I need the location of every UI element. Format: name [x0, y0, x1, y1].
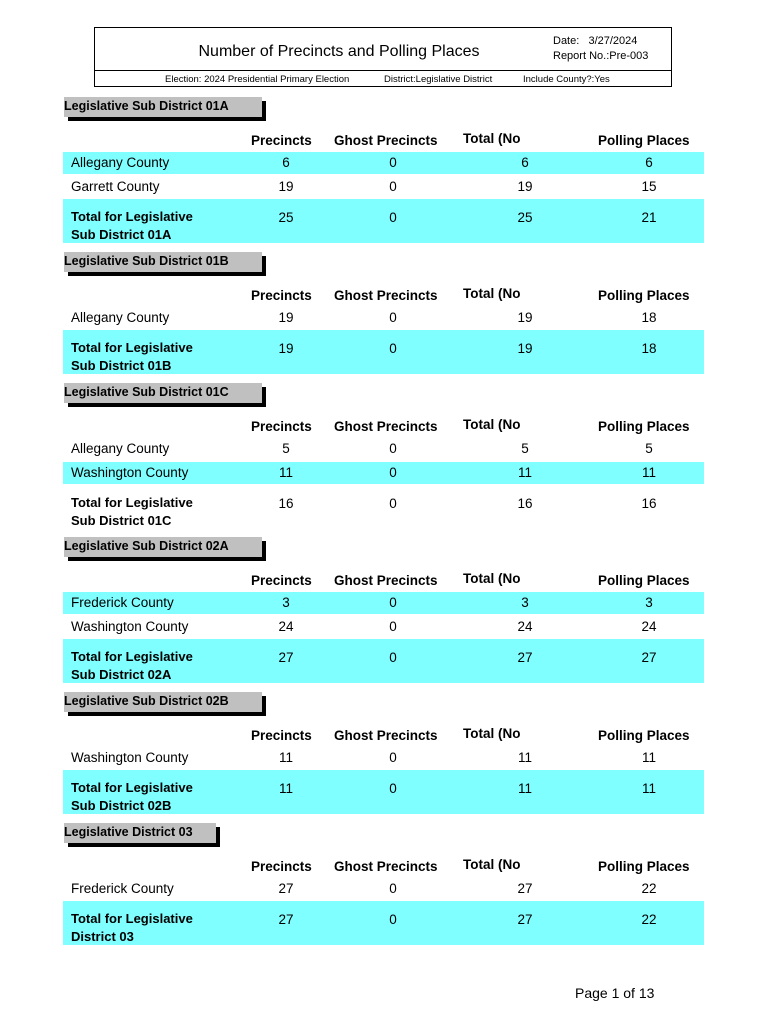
- col-header-ghost-precincts: Ghost Precincts: [334, 288, 438, 303]
- district-section: [0, 383, 768, 533]
- district-section: [0, 823, 768, 973]
- total-total-value: 16: [517, 496, 533, 511]
- total-value: 19: [517, 310, 533, 325]
- date-value: 3/27/2024: [588, 35, 638, 47]
- precincts-value: 5: [282, 441, 290, 456]
- col-header-precincts: Precincts: [251, 419, 312, 434]
- polling-places-value: 18: [641, 310, 657, 325]
- total-row: [63, 770, 704, 814]
- col-header-precincts: Precincts: [251, 573, 312, 588]
- report-date: [553, 35, 637, 47]
- county-name: Washington County: [71, 750, 189, 765]
- ghost-precincts-value: 0: [389, 881, 397, 896]
- total-precincts-value: 27: [278, 912, 294, 927]
- district-section: [0, 692, 768, 842]
- precincts-value: 24: [278, 619, 294, 634]
- polling-places-value: 6: [645, 155, 653, 170]
- total-ghost-precincts-value: 0: [389, 496, 397, 511]
- table-row: [63, 462, 704, 484]
- total-row: [63, 639, 704, 683]
- total-total-value: 25: [517, 210, 533, 225]
- table-row: [63, 592, 704, 614]
- county-name: Frederick County: [71, 881, 174, 896]
- total-label-line2: Sub District 01C: [71, 513, 172, 528]
- district-section: [0, 537, 768, 687]
- col-header-precincts: Precincts: [251, 133, 312, 148]
- report-number: [553, 50, 648, 62]
- total-label-line1: Total for Legislative: [71, 911, 193, 926]
- district-title: Legislative Sub District 01A: [64, 97, 262, 117]
- ghost-precincts-value: 0: [389, 619, 397, 634]
- total-polling-places-value: 16: [641, 496, 657, 511]
- page-number: Page 1 of 13: [575, 985, 655, 1001]
- total-row: [63, 330, 704, 374]
- report-no-value: Pre-003: [609, 50, 649, 62]
- table-row: [63, 152, 704, 174]
- total-value: 3: [521, 595, 529, 610]
- total-value: 19: [517, 179, 533, 194]
- col-header-polling-places: Polling Places: [598, 728, 690, 743]
- county-name: Washington County: [71, 465, 189, 480]
- total-total-value: 19: [517, 341, 533, 356]
- total-label-line1: Total for Legislative: [71, 209, 193, 224]
- total-polling-places-value: 22: [641, 912, 657, 927]
- total-value: 27: [517, 881, 533, 896]
- total-label-line2: District 03: [71, 929, 134, 944]
- col-header-precincts: Precincts: [251, 859, 312, 874]
- col-header-polling-places: Polling Places: [598, 419, 690, 434]
- col-header-polling-places: Polling Places: [598, 133, 690, 148]
- precincts-value: 11: [278, 750, 293, 765]
- total-value: 24: [517, 619, 533, 634]
- county-name: Allegany County: [71, 155, 170, 170]
- table-row: [63, 307, 704, 329]
- total-ghost-precincts-value: 0: [389, 912, 397, 927]
- total-row: [63, 901, 704, 945]
- total-label: [71, 339, 193, 375]
- total-precincts-value: 11: [278, 781, 293, 796]
- total-precincts-value: 19: [278, 341, 294, 356]
- total-row: [63, 485, 704, 529]
- ghost-precincts-value: 0: [389, 465, 397, 480]
- district-section: [0, 252, 768, 402]
- total-label: [71, 910, 193, 946]
- col-header-total-no: Total (No: [463, 726, 521, 741]
- polling-places-value: 22: [641, 881, 657, 896]
- total-precincts-value: 27: [278, 650, 294, 665]
- precincts-value: 11: [278, 465, 293, 480]
- polling-places-value: 11: [641, 465, 656, 480]
- report-no-label: Report No.:: [553, 50, 610, 62]
- district-filter: District:Legislative District: [384, 74, 493, 85]
- district-title: Legislative District 03: [64, 823, 216, 843]
- header-top: [95, 28, 671, 71]
- ghost-precincts-value: 0: [389, 155, 397, 170]
- total-total-value: 27: [517, 912, 533, 927]
- election-filter: Election: 2024 Presidential Primary Election: [165, 74, 350, 85]
- col-header-polling-places: Polling Places: [598, 288, 690, 303]
- total-label: [71, 648, 193, 684]
- total-precincts-value: 16: [278, 496, 294, 511]
- col-header-total-no: Total (No: [463, 286, 521, 301]
- table-row: [63, 438, 704, 460]
- total-label-line2: Sub District 02A: [71, 667, 172, 682]
- ghost-precincts-value: 0: [389, 310, 397, 325]
- district-title: Legislative Sub District 01C: [64, 383, 262, 403]
- table-row: [63, 616, 704, 638]
- precincts-value: 19: [278, 179, 294, 194]
- total-polling-places-value: 18: [641, 341, 657, 356]
- report-header: [94, 27, 672, 87]
- total-total-value: 11: [517, 781, 532, 796]
- table-row: [63, 176, 704, 198]
- county-name: Frederick County: [71, 595, 174, 610]
- header-filters: [95, 71, 671, 87]
- total-value: 11: [517, 750, 532, 765]
- county-name: Washington County: [71, 619, 189, 634]
- district-title: Legislative Sub District 01B: [64, 252, 262, 272]
- col-header-precincts: Precincts: [251, 728, 312, 743]
- col-header-total-no: Total (No: [463, 417, 521, 432]
- district-title: Legislative Sub District 02B: [64, 692, 262, 712]
- total-polling-places-value: 27: [641, 650, 657, 665]
- total-label-line2: Sub District 01B: [71, 358, 172, 373]
- col-header-ghost-precincts: Ghost Precincts: [334, 419, 438, 434]
- precincts-value: 19: [278, 310, 294, 325]
- col-header-ghost-precincts: Ghost Precincts: [334, 133, 438, 148]
- total-label-line1: Total for Legislative: [71, 340, 193, 355]
- total-ghost-precincts-value: 0: [389, 781, 397, 796]
- ghost-precincts-value: 0: [389, 441, 397, 456]
- total-row: [63, 199, 704, 243]
- county-name: Garrett County: [71, 179, 160, 194]
- col-header-total-no: Total (No: [463, 131, 521, 146]
- polling-places-value: 3: [645, 595, 653, 610]
- polling-places-value: 15: [641, 179, 657, 194]
- total-label: [71, 494, 193, 530]
- table-row: [63, 878, 704, 900]
- county-name: Allegany County: [71, 310, 170, 325]
- col-header-total-no: Total (No: [463, 571, 521, 586]
- district-title: Legislative Sub District 02A: [64, 537, 262, 557]
- total-label-line1: Total for Legislative: [71, 649, 193, 664]
- table-row: [63, 747, 704, 769]
- total-polling-places-value: 11: [641, 781, 656, 796]
- col-header-precincts: Precincts: [251, 288, 312, 303]
- district-section: [0, 97, 768, 247]
- total-ghost-precincts-value: 0: [389, 650, 397, 665]
- precincts-value: 27: [278, 881, 294, 896]
- ghost-precincts-value: 0: [389, 179, 397, 194]
- ghost-precincts-value: 0: [389, 595, 397, 610]
- include-county-filter: Include County?:Yes: [523, 74, 610, 85]
- total-total-value: 27: [517, 650, 533, 665]
- col-header-polling-places: Polling Places: [598, 859, 690, 874]
- polling-places-value: 5: [645, 441, 653, 456]
- county-name: Allegany County: [71, 441, 170, 456]
- total-value: 5: [521, 441, 529, 456]
- col-header-ghost-precincts: Ghost Precincts: [334, 728, 438, 743]
- precincts-value: 3: [282, 595, 290, 610]
- total-label: [71, 208, 193, 244]
- total-label-line1: Total for Legislative: [71, 495, 193, 510]
- col-header-ghost-precincts: Ghost Precincts: [334, 859, 438, 874]
- col-header-ghost-precincts: Ghost Precincts: [334, 573, 438, 588]
- report-title: Number of Precincts and Polling Places: [198, 43, 480, 60]
- total-label-line2: Sub District 01A: [71, 227, 172, 242]
- total-precincts-value: 25: [278, 210, 294, 225]
- date-label: Date:: [553, 35, 580, 47]
- total-label-line2: Sub District 02B: [71, 798, 172, 813]
- col-header-total-no: Total (No: [463, 857, 521, 872]
- precincts-value: 6: [282, 155, 290, 170]
- total-ghost-precincts-value: 0: [389, 210, 397, 225]
- col-header-polling-places: Polling Places: [598, 573, 690, 588]
- total-value: 11: [517, 465, 532, 480]
- polling-places-value: 11: [641, 750, 656, 765]
- ghost-precincts-value: 0: [389, 750, 397, 765]
- total-ghost-precincts-value: 0: [389, 341, 397, 356]
- polling-places-value: 24: [641, 619, 657, 634]
- total-polling-places-value: 21: [641, 210, 657, 225]
- total-label-line1: Total for Legislative: [71, 780, 193, 795]
- total-value: 6: [521, 155, 529, 170]
- total-label: [71, 779, 193, 815]
